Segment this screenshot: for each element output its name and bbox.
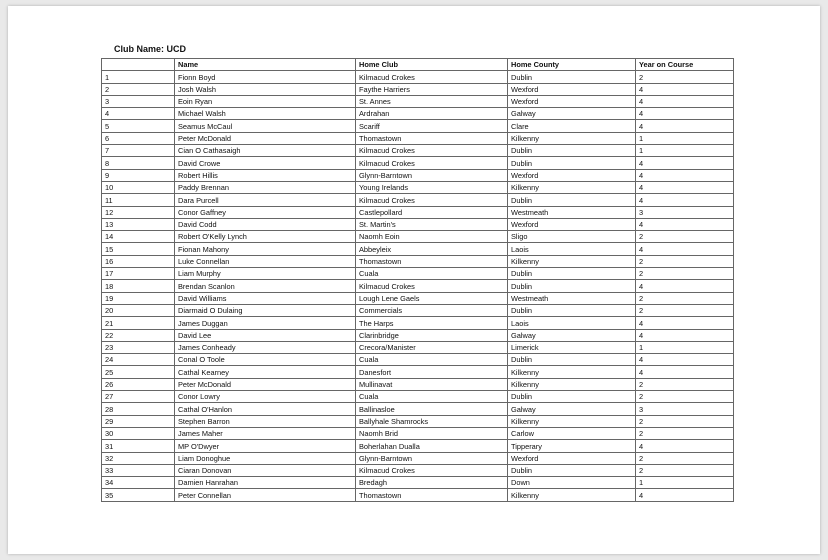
- home-club: St. Martin's: [356, 218, 508, 230]
- player-name: Conal O Toole: [175, 354, 356, 366]
- table-row: [102, 403, 734, 415]
- home-club: Kilmacud Crokes: [356, 71, 508, 83]
- home-club: Cuala: [356, 354, 508, 366]
- row-number: 30: [102, 427, 175, 439]
- year-on-course: 2: [636, 71, 734, 83]
- player-name: Diarmaid O Dulaing: [175, 304, 356, 316]
- row-number: 9: [102, 169, 175, 181]
- row-number: 32: [102, 452, 175, 464]
- home-club: Commercials: [356, 304, 508, 316]
- home-county: Wexford: [508, 218, 636, 230]
- table-row: [102, 145, 734, 157]
- header-name: Name: [175, 59, 356, 71]
- year-on-course: 4: [636, 194, 734, 206]
- table-row: [102, 108, 734, 120]
- table-row: [102, 132, 734, 144]
- player-name: Peter McDonald: [175, 378, 356, 390]
- table-row: [102, 181, 734, 193]
- year-on-course: 4: [636, 243, 734, 255]
- home-county: Galway: [508, 403, 636, 415]
- home-club: Thomastown: [356, 255, 508, 267]
- year-on-course: 4: [636, 440, 734, 452]
- player-name: Luke Connellan: [175, 255, 356, 267]
- year-on-course: 2: [636, 255, 734, 267]
- row-number: 22: [102, 329, 175, 341]
- row-number: 26: [102, 378, 175, 390]
- home-county: Dublin: [508, 71, 636, 83]
- home-county: Dublin: [508, 304, 636, 316]
- player-name: MP O'Dwyer: [175, 440, 356, 452]
- table-row: [102, 95, 734, 107]
- row-number: 27: [102, 391, 175, 403]
- year-on-course: 2: [636, 452, 734, 464]
- table-row: [102, 280, 734, 292]
- row-number: 31: [102, 440, 175, 452]
- home-club: Kilmacud Crokes: [356, 145, 508, 157]
- year-on-course: 2: [636, 231, 734, 243]
- year-on-course: 4: [636, 181, 734, 193]
- year-on-course: 4: [636, 157, 734, 169]
- home-county: Wexford: [508, 452, 636, 464]
- home-county: Clare: [508, 120, 636, 132]
- home-club: Kilmacud Crokes: [356, 157, 508, 169]
- table-row: [102, 218, 734, 230]
- home-club: Thomastown: [356, 489, 508, 501]
- home-county: Kilkenny: [508, 489, 636, 501]
- home-club: St. Annes: [356, 95, 508, 107]
- home-club: Danesfort: [356, 366, 508, 378]
- home-club: Clarinbridge: [356, 329, 508, 341]
- row-number: 18: [102, 280, 175, 292]
- row-number: 6: [102, 132, 175, 144]
- home-club: Naomh Brid: [356, 427, 508, 439]
- table-row: [102, 440, 734, 452]
- home-county: Dublin: [508, 268, 636, 280]
- player-name: Seamus McCaul: [175, 120, 356, 132]
- table-row: [102, 83, 734, 95]
- table-row: [102, 391, 734, 403]
- row-number: 3: [102, 95, 175, 107]
- row-number: 24: [102, 354, 175, 366]
- document-page: [8, 6, 820, 554]
- table-row: [102, 231, 734, 243]
- player-name: Conor Gaffney: [175, 206, 356, 218]
- table-row: [102, 206, 734, 218]
- player-name: Conor Lowry: [175, 391, 356, 403]
- home-club: Cuala: [356, 391, 508, 403]
- home-county: Down: [508, 477, 636, 489]
- row-number: 4: [102, 108, 175, 120]
- home-club: Young Irelands: [356, 181, 508, 193]
- home-club: Cuala: [356, 268, 508, 280]
- home-county: Wexford: [508, 169, 636, 181]
- row-number: 35: [102, 489, 175, 501]
- home-club: Crecora/Manister: [356, 341, 508, 353]
- home-county: Sligo: [508, 231, 636, 243]
- home-club: Faythe Harriers: [356, 83, 508, 95]
- home-county: Tipperary: [508, 440, 636, 452]
- home-club: Ballyhale Shamrocks: [356, 415, 508, 427]
- player-name: Robert O'Kelly Lynch: [175, 231, 356, 243]
- player-name: David Crowe: [175, 157, 356, 169]
- row-number: 10: [102, 181, 175, 193]
- year-on-course: 4: [636, 354, 734, 366]
- row-number: 28: [102, 403, 175, 415]
- year-on-course: 2: [636, 268, 734, 280]
- year-on-course: 2: [636, 378, 734, 390]
- header-home-club: Home Club: [356, 59, 508, 71]
- table-row: [102, 341, 734, 353]
- player-name: Fionan Mahony: [175, 243, 356, 255]
- row-number: 25: [102, 366, 175, 378]
- year-on-course: 1: [636, 477, 734, 489]
- year-on-course: 2: [636, 292, 734, 304]
- home-county: Kilkenny: [508, 132, 636, 144]
- player-name: Stephen Barron: [175, 415, 356, 427]
- year-on-course: 4: [636, 120, 734, 132]
- home-club: Naomh Eoin: [356, 231, 508, 243]
- player-name: Peter Connellan: [175, 489, 356, 501]
- home-club: Bredagh: [356, 477, 508, 489]
- row-number: 34: [102, 477, 175, 489]
- player-name: Eoin Ryan: [175, 95, 356, 107]
- player-name: Peter McDonald: [175, 132, 356, 144]
- player-name: Josh Walsh: [175, 83, 356, 95]
- player-name: James Duggan: [175, 317, 356, 329]
- row-number: 17: [102, 268, 175, 280]
- year-on-course: 2: [636, 415, 734, 427]
- home-county: Dublin: [508, 354, 636, 366]
- home-club: Scariff: [356, 120, 508, 132]
- home-county: Dublin: [508, 145, 636, 157]
- table-row: [102, 378, 734, 390]
- year-on-course: 2: [636, 391, 734, 403]
- home-club: Kilmacud Crokes: [356, 194, 508, 206]
- year-on-course: 3: [636, 403, 734, 415]
- home-county: Westmeath: [508, 206, 636, 218]
- home-club: Boherlahan Dualla: [356, 440, 508, 452]
- home-county: Kilkenny: [508, 378, 636, 390]
- row-number: 2: [102, 83, 175, 95]
- year-on-course: 2: [636, 427, 734, 439]
- player-name: Damien Hanrahan: [175, 477, 356, 489]
- table-row: [102, 464, 734, 476]
- home-county: Dublin: [508, 391, 636, 403]
- row-number: 15: [102, 243, 175, 255]
- table-row: [102, 329, 734, 341]
- row-number: 8: [102, 157, 175, 169]
- table-row: [102, 255, 734, 267]
- table-row: [102, 194, 734, 206]
- player-name: David Codd: [175, 218, 356, 230]
- header-number: [102, 59, 175, 71]
- player-name: Dara Purcell: [175, 194, 356, 206]
- player-table: [101, 58, 734, 502]
- year-on-course: 1: [636, 145, 734, 157]
- home-county: Westmeath: [508, 292, 636, 304]
- table-row: [102, 120, 734, 132]
- table-row: [102, 354, 734, 366]
- row-number: 33: [102, 464, 175, 476]
- table-row: [102, 317, 734, 329]
- table-row: [102, 489, 734, 501]
- row-number: 14: [102, 231, 175, 243]
- year-on-course: 4: [636, 489, 734, 501]
- player-name: Ciaran Donovan: [175, 464, 356, 476]
- home-county: Kilkenny: [508, 255, 636, 267]
- row-number: 12: [102, 206, 175, 218]
- home-county: Dublin: [508, 157, 636, 169]
- row-number: 20: [102, 304, 175, 316]
- home-county: Galway: [508, 329, 636, 341]
- home-club: Mullinavat: [356, 378, 508, 390]
- table-row: [102, 427, 734, 439]
- home-county: Carlow: [508, 427, 636, 439]
- home-county: Dublin: [508, 280, 636, 292]
- home-county: Laois: [508, 317, 636, 329]
- row-number: 7: [102, 145, 175, 157]
- home-county: Kilkenny: [508, 366, 636, 378]
- home-county: Galway: [508, 108, 636, 120]
- year-on-course: 4: [636, 83, 734, 95]
- table-row: [102, 366, 734, 378]
- home-club: Abbeyleix: [356, 243, 508, 255]
- home-club: Thomastown: [356, 132, 508, 144]
- year-on-course: 4: [636, 317, 734, 329]
- player-name: Brendan Scanlon: [175, 280, 356, 292]
- home-club: Glynn-Barntown: [356, 452, 508, 464]
- home-club: Ardrahan: [356, 108, 508, 120]
- year-on-course: 4: [636, 366, 734, 378]
- home-county: Wexford: [508, 95, 636, 107]
- table-header-row: [102, 59, 734, 71]
- home-county: Kilkenny: [508, 415, 636, 427]
- year-on-course: 4: [636, 218, 734, 230]
- year-on-course: 4: [636, 280, 734, 292]
- header-home-county: Home County: [508, 59, 636, 71]
- home-club: Ballinasloe: [356, 403, 508, 415]
- club-name-title: Club Name: UCD: [114, 44, 187, 54]
- player-name: James Maher: [175, 427, 356, 439]
- table-row: [102, 452, 734, 464]
- header-year-on-course: Year on Course: [636, 59, 734, 71]
- home-county: Wexford: [508, 83, 636, 95]
- year-on-course: 4: [636, 329, 734, 341]
- home-club: The Harps: [356, 317, 508, 329]
- year-on-course: 1: [636, 132, 734, 144]
- row-number: 23: [102, 341, 175, 353]
- home-county: Laois: [508, 243, 636, 255]
- table-row: [102, 292, 734, 304]
- player-name: Cathal Kearney: [175, 366, 356, 378]
- home-county: Limerick: [508, 341, 636, 353]
- player-name: Robert Hillis: [175, 169, 356, 181]
- row-number: 5: [102, 120, 175, 132]
- year-on-course: 4: [636, 108, 734, 120]
- table-row: [102, 243, 734, 255]
- player-name: Liam Murphy: [175, 268, 356, 280]
- home-club: Castlepollard: [356, 206, 508, 218]
- year-on-course: 4: [636, 169, 734, 181]
- year-on-course: 2: [636, 464, 734, 476]
- table-row: [102, 304, 734, 316]
- home-club: Glynn-Barntown: [356, 169, 508, 181]
- player-name: Liam Donoghue: [175, 452, 356, 464]
- player-name: David Williams: [175, 292, 356, 304]
- year-on-course: 2: [636, 304, 734, 316]
- player-name: James Conheady: [175, 341, 356, 353]
- player-name: Michael Walsh: [175, 108, 356, 120]
- player-name: Cian O Cathasaigh: [175, 145, 356, 157]
- table-row: [102, 477, 734, 489]
- table-row: [102, 169, 734, 181]
- home-club: Kilmacud Crokes: [356, 280, 508, 292]
- home-county: Kilkenny: [508, 181, 636, 193]
- row-number: 19: [102, 292, 175, 304]
- row-number: 1: [102, 71, 175, 83]
- year-on-course: 4: [636, 95, 734, 107]
- row-number: 11: [102, 194, 175, 206]
- player-name: Fionn Boyd: [175, 71, 356, 83]
- player-name: Cathal O'Hanlon: [175, 403, 356, 415]
- row-number: 13: [102, 218, 175, 230]
- table-row: [102, 71, 734, 83]
- table-row: [102, 268, 734, 280]
- player-name: David Lee: [175, 329, 356, 341]
- row-number: 21: [102, 317, 175, 329]
- home-county: Dublin: [508, 464, 636, 476]
- year-on-course: 3: [636, 206, 734, 218]
- home-club: Kilmacud Crokes: [356, 464, 508, 476]
- player-name: Paddy Brennan: [175, 181, 356, 193]
- year-on-course: 1: [636, 341, 734, 353]
- home-county: Dublin: [508, 194, 636, 206]
- home-club: Lough Lene Gaels: [356, 292, 508, 304]
- row-number: 16: [102, 255, 175, 267]
- table-row: [102, 415, 734, 427]
- row-number: 29: [102, 415, 175, 427]
- table-row: [102, 157, 734, 169]
